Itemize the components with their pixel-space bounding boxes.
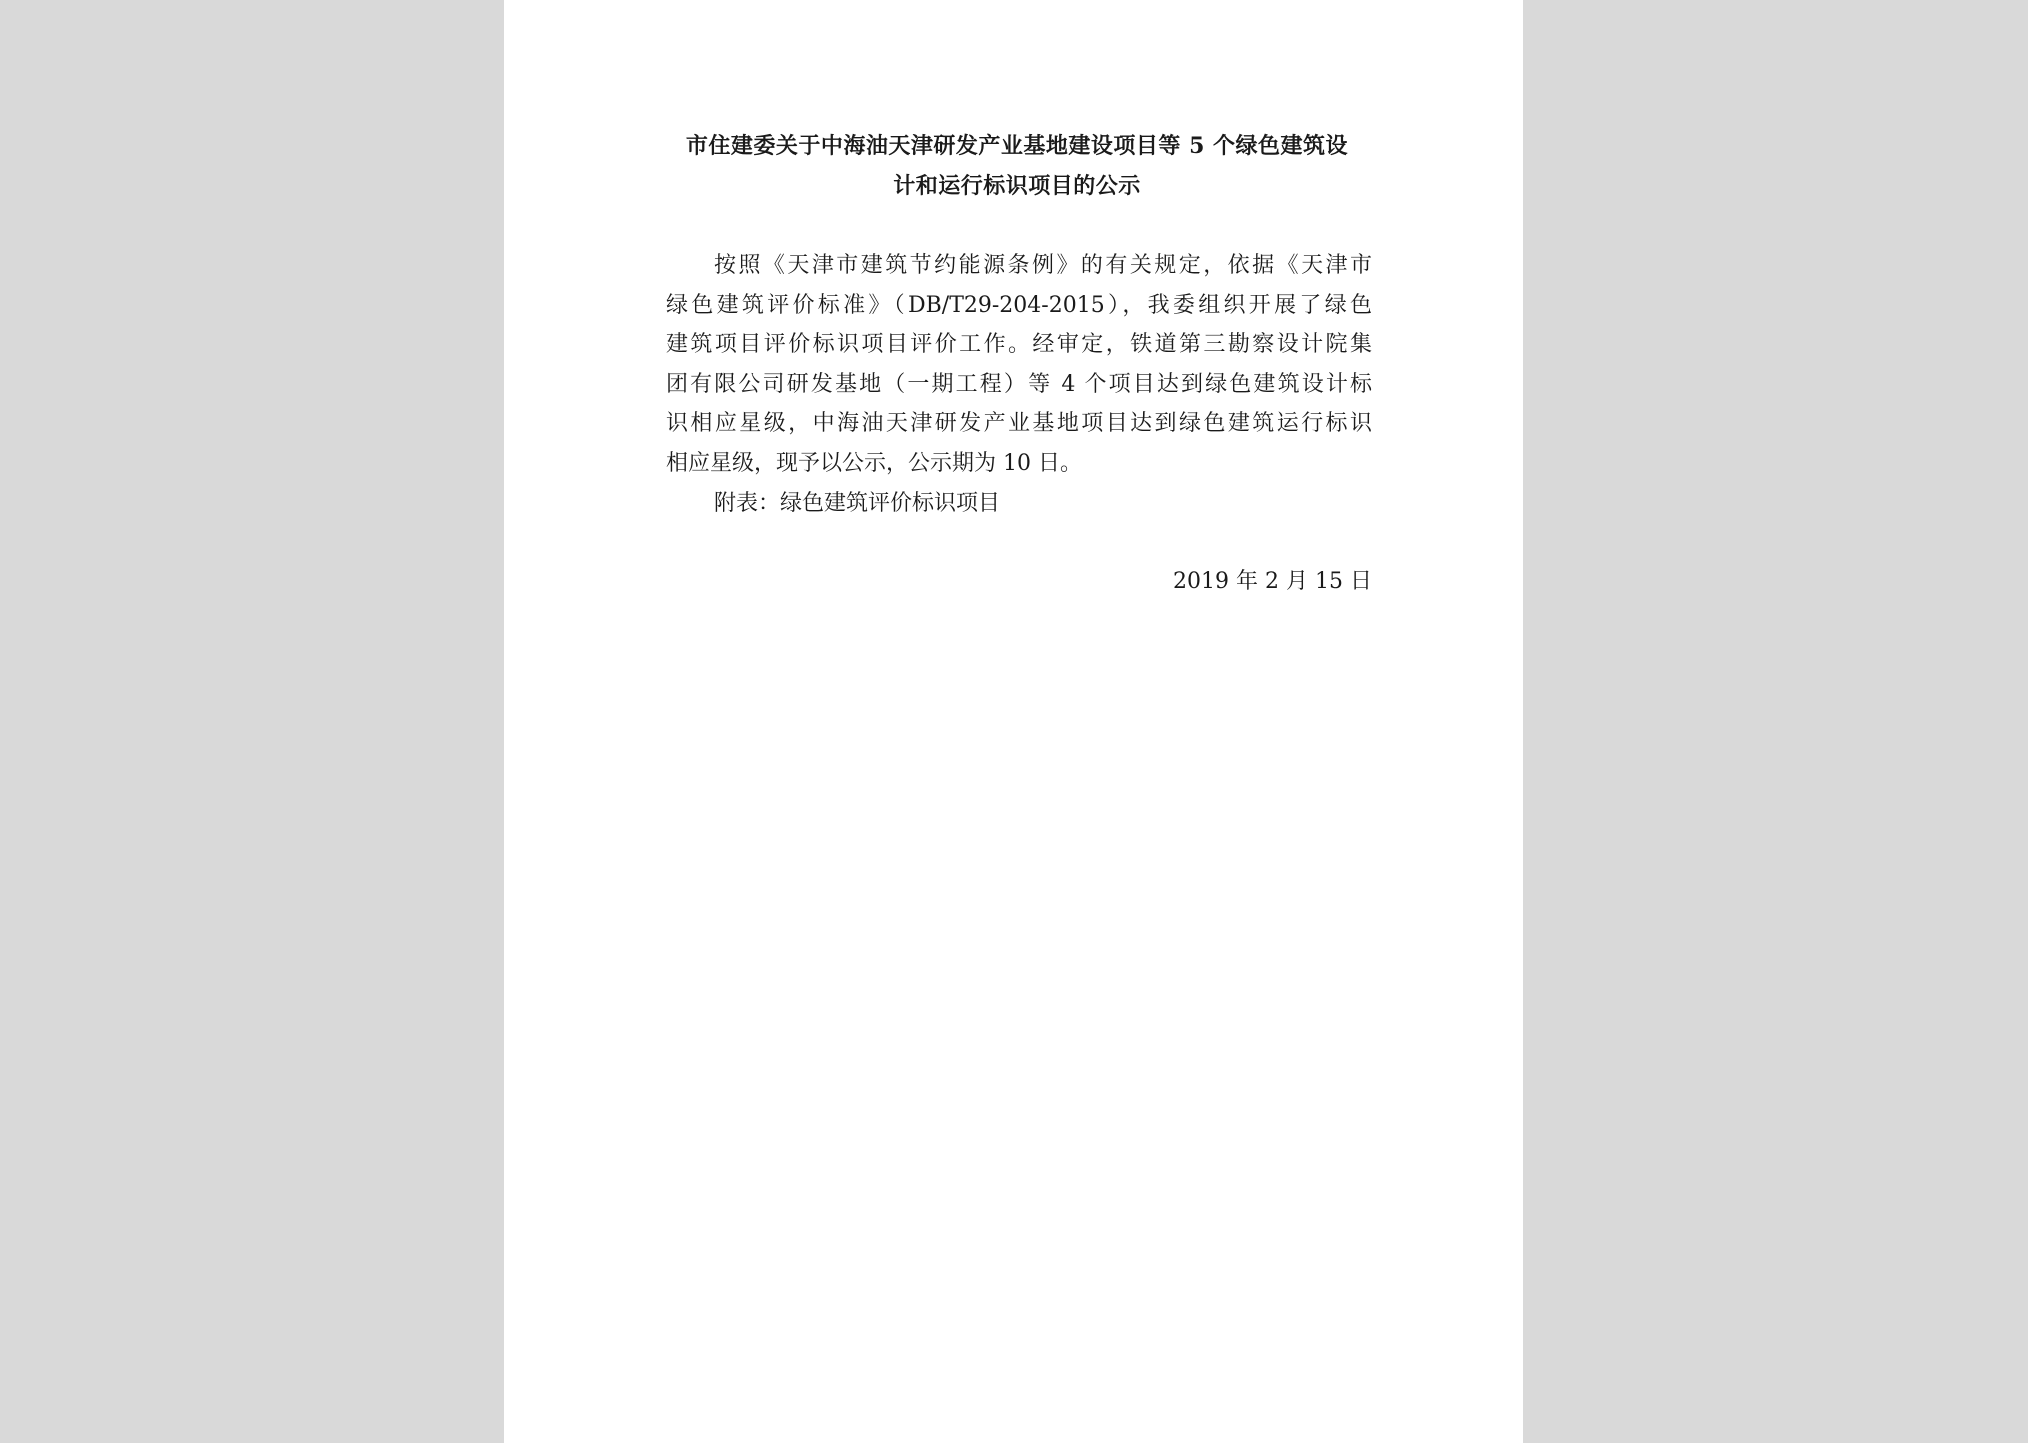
- document-date: 2019 年 2 月 15 日: [1173, 569, 1372, 594]
- document-title: [664, 126, 1370, 206]
- body-line-2: 绿色建筑评价标准》（DB/T29-204-2015），我委组织开展了绿色: [666, 292, 1372, 318]
- document-page: [504, 0, 1523, 1443]
- body-line-5: 识相应星级，中海油天津研发产业基地项目达到绿色建筑运行标识: [666, 411, 1372, 437]
- body-line-1: 按照《天津市建筑节约能源条例》的有关规定，依据《天津市: [714, 253, 1372, 278]
- title-line-2: 计和运行标识项目的公示: [893, 173, 1141, 199]
- document-body: [666, 246, 1372, 523]
- body-line-3: 建筑项目评价标识项目评价工作。经审定，铁道第三勘察设计院集: [666, 332, 1372, 358]
- title-line-1: 市住建委关于中海油天津研发产业基地建设项目等 5 个绿色建筑设: [685, 133, 1349, 159]
- body-line-4: 团有限公司研发基地（一期工程）等 4 个项目达到绿色建筑设计标: [666, 371, 1372, 397]
- body-line-6: 相应星级，现予以公示，公示期为 10 日。: [666, 450, 1082, 476]
- appendix-line: 附表：绿色建筑评价标识项目: [714, 490, 1001, 516]
